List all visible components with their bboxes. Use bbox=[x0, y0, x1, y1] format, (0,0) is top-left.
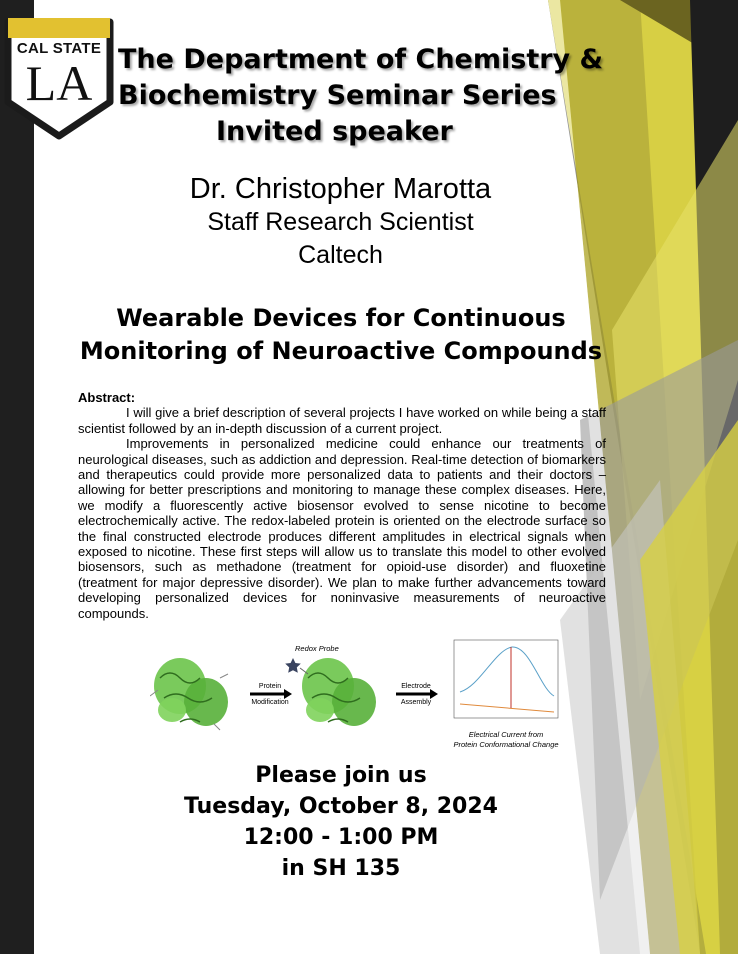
speaker-name: Dr. Christopher Marotta bbox=[189, 173, 492, 205]
abstract bbox=[78, 390, 606, 621]
speaker-block bbox=[118, 172, 563, 272]
electrode-assembly-arrow bbox=[396, 683, 438, 706]
seminar-heading bbox=[118, 42, 648, 150]
figure-caption-line-1: Electrical Current from bbox=[468, 730, 544, 739]
logo-line-1: CAL STATE bbox=[16, 40, 102, 57]
heading-line-3: Invited speaker bbox=[216, 116, 453, 147]
figure-caption-line-2: Protein Conformational Change bbox=[453, 740, 559, 749]
speaker-institution: Caltech bbox=[298, 241, 383, 269]
talk-title-line-1: Wearable Devices for Continuous bbox=[116, 304, 566, 332]
step1-label-line-2: Modification bbox=[251, 699, 289, 706]
step2-label-line-2: Assembly bbox=[400, 699, 432, 706]
abstract-paragraph-1: I will give a brief description of several projects I have worked on while being a staff scientist followed by an in-depth discussion of a current project. bbox=[78, 405, 606, 436]
logo-line-2: LA bbox=[25, 55, 93, 111]
modified-protein-icon bbox=[300, 658, 376, 726]
abstract-paragraph-2: Improvements in personalized medicine could enhance our treatments of neurological diseases, such as addiction and depression. Real-time detection of biomarkers and therapeutics could provide more personalized data to patients and their doctors – allowing for better prescriptions and monitoring to manage these complex diseases. Here, we modify a fluorescently active biosensor evolved to sense nicotine to become electrochemically active. The redox-labeled protein is oriented on the electrode surface so the final constructed electrode produces different amplitudes in electrical signals when exposed to nicotine. These first steps will allow us to translate this model to other evolved biosensors, such as methadone (treatment for opioid-use disorder) and fluoxetine (treatment for major depressive disorder). We plan to make further advancements toward developing personalized devices for noninvasive measurements of neuroactive compounds. bbox=[78, 436, 606, 621]
step2-label-line-1: Electrode bbox=[401, 683, 431, 690]
event-time: 12:00 - 1:00 PM bbox=[243, 825, 439, 850]
speaker-title: Staff Research Scientist bbox=[207, 208, 474, 236]
talk-title-line-2: Monitoring of Neuroactive Compounds bbox=[79, 337, 603, 365]
abstract-heading: Abstract: bbox=[78, 390, 136, 405]
star-icon bbox=[285, 658, 301, 673]
protein-structure-icon bbox=[150, 658, 228, 730]
event-location: in SH 135 bbox=[281, 856, 401, 881]
research-figure bbox=[150, 638, 570, 754]
event-date: Tuesday, October 8, 2024 bbox=[184, 794, 498, 819]
heading-line-2: Biochemistry Seminar Series bbox=[118, 80, 557, 111]
step1-label-line-1: Protein bbox=[258, 683, 282, 690]
cal-state-la-logo bbox=[4, 8, 114, 140]
event-invite: Please join us bbox=[255, 763, 427, 788]
redox-probe-label: Redox Probe bbox=[295, 644, 339, 653]
event-details bbox=[90, 760, 592, 884]
talk-title bbox=[40, 302, 642, 368]
protein-modification-arrow bbox=[250, 683, 292, 706]
heading-line-1: The Department of Chemistry & bbox=[118, 44, 604, 75]
current-plot bbox=[454, 640, 558, 718]
